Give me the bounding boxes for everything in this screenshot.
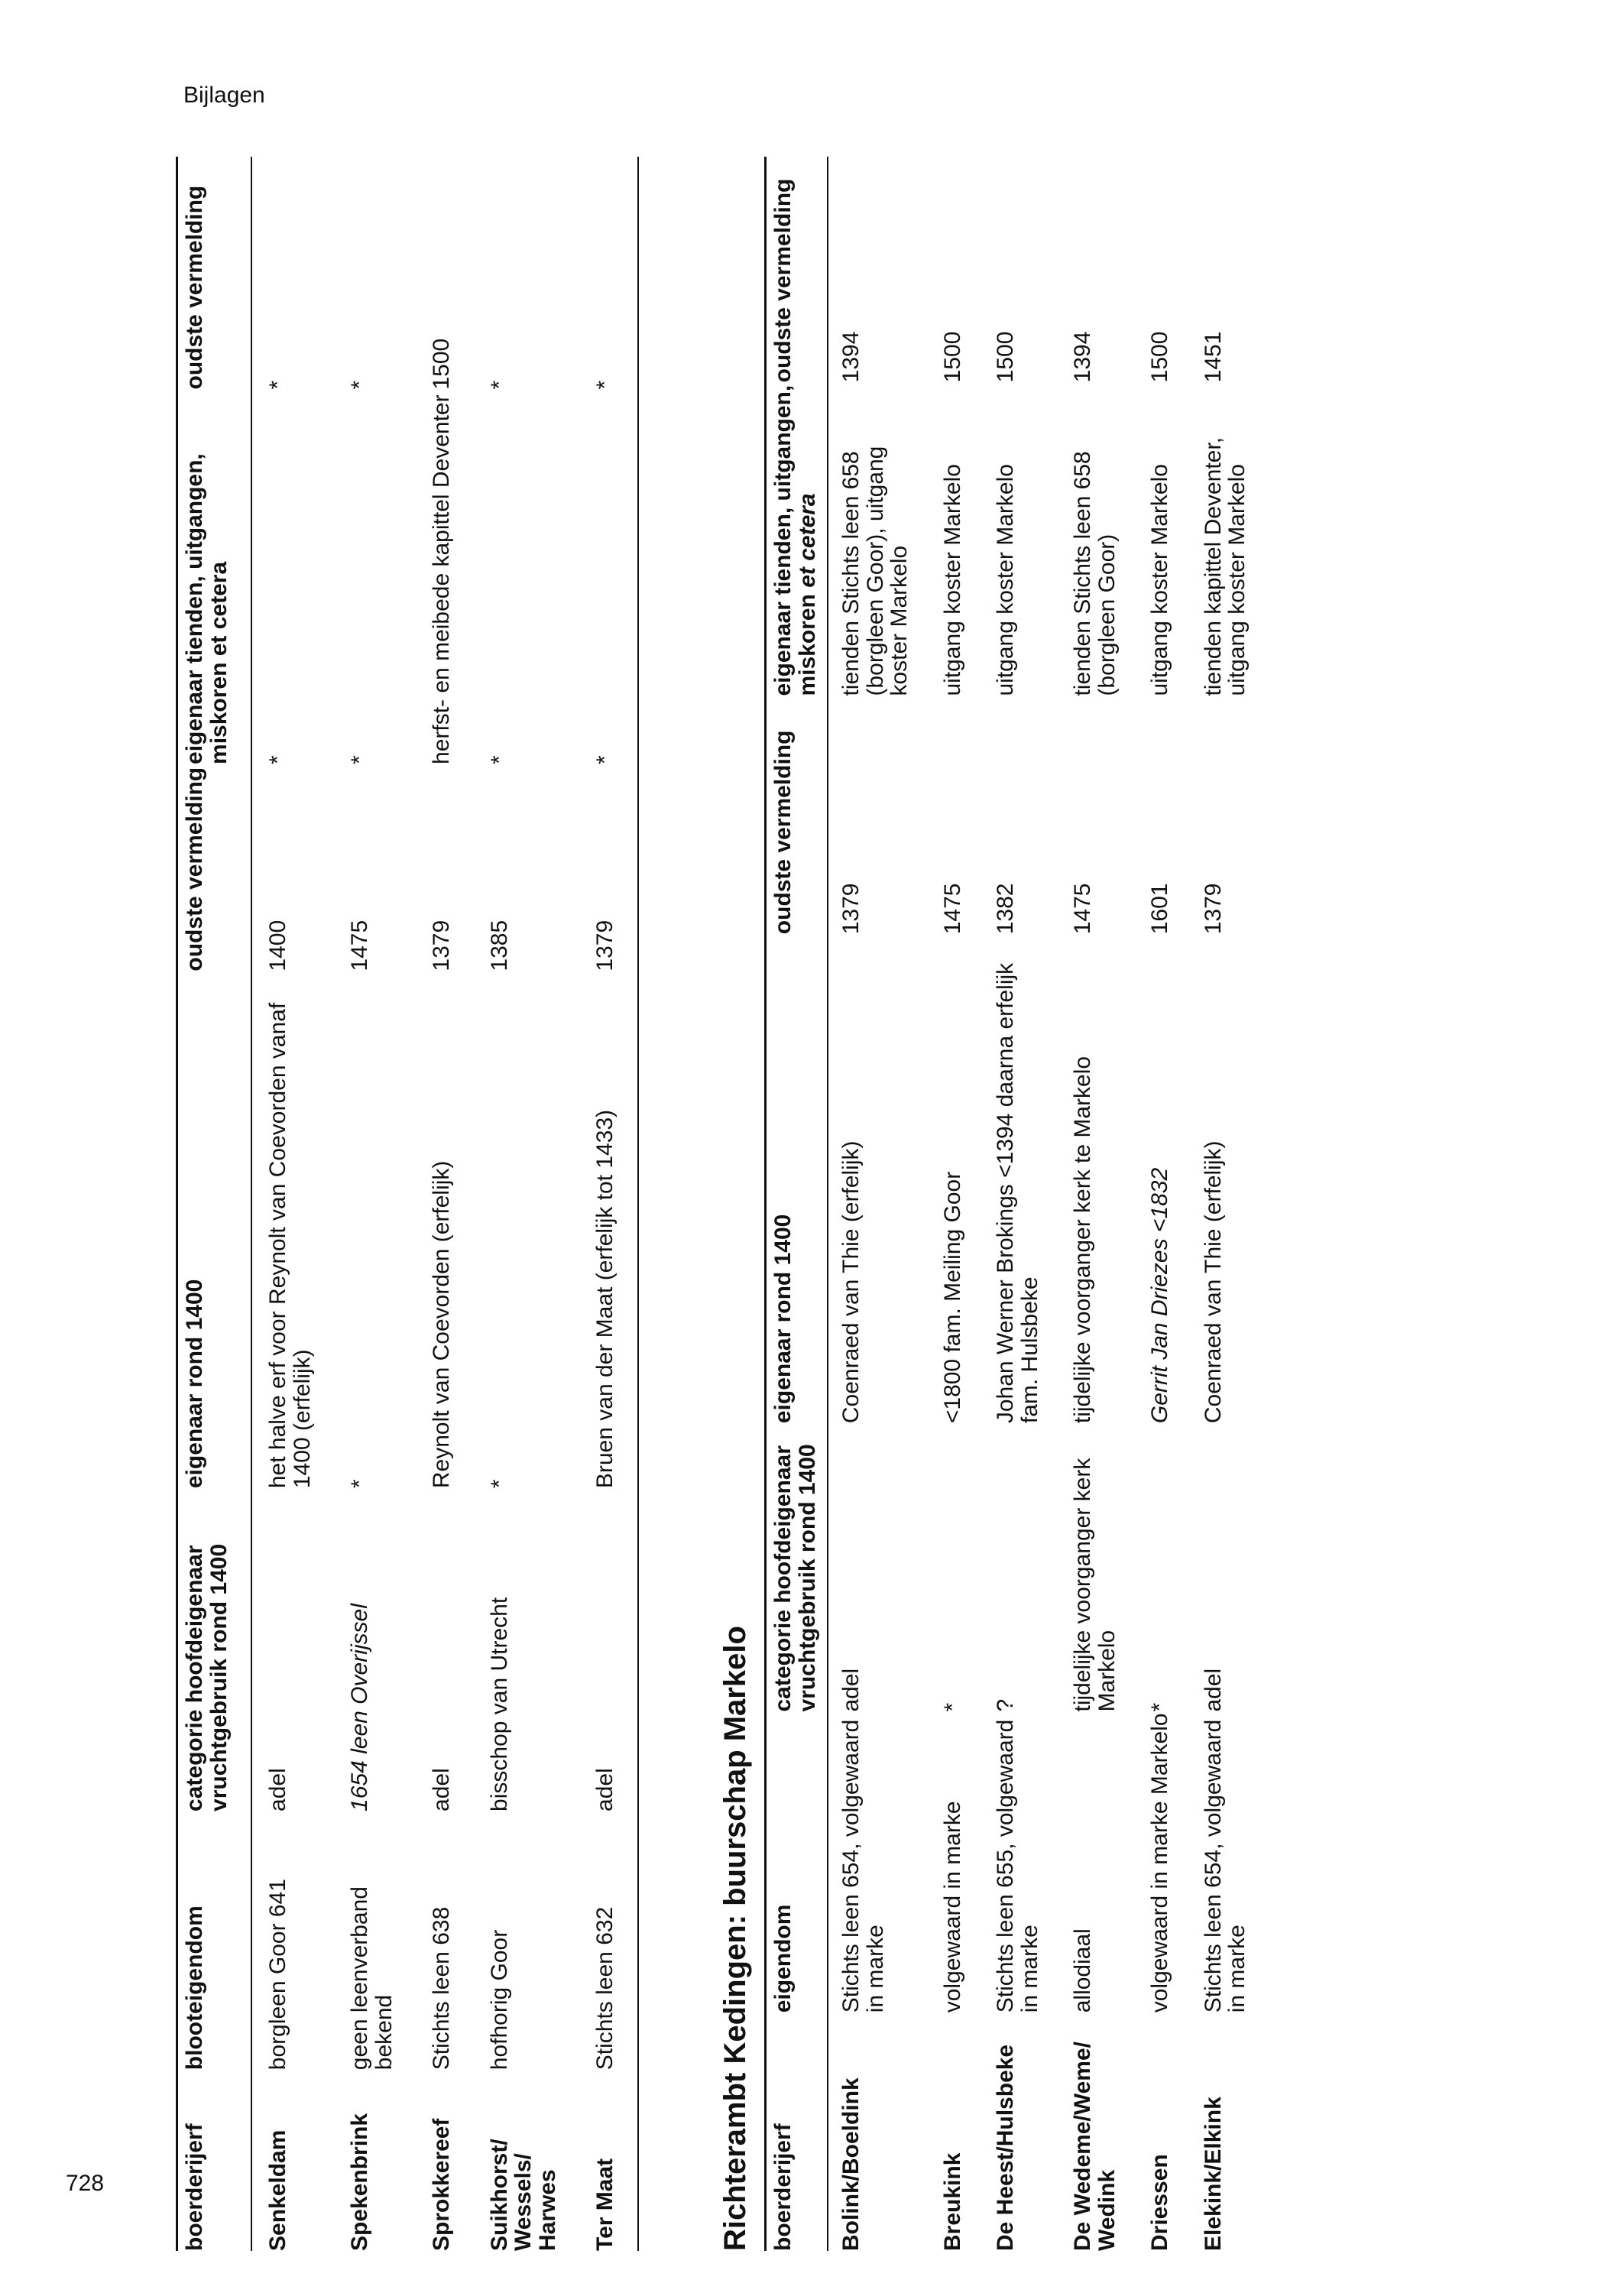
table-row <box>334 157 416 2251</box>
cell: 1451 <box>1200 331 1226 383</box>
cell-farm: De Wedeme/Weme/ Wedink <box>1070 2042 1120 2251</box>
col-header-oudste-vermelding-2: oudste vermelding <box>770 178 796 383</box>
cell: Stichts leen 638 <box>429 1906 454 2071</box>
cell: 1475 <box>1070 883 1095 935</box>
table-row <box>1191 157 1268 2251</box>
cell: * <box>486 380 512 390</box>
cell: * <box>265 380 290 390</box>
rotated-content <box>176 157 1536 2251</box>
cell: herfst- en meibede kapittel Deventer <box>429 394 454 764</box>
page-number: 728 <box>66 2171 105 2196</box>
col-header-categorie: categorie hoofdeigenaar vruchtgebruik rond 1400 <box>182 1543 232 1811</box>
cell: Johan Werner Brokings <1394 daarna erfelijk fam. Hulsbeke <box>993 962 1042 1424</box>
col-header-oudste-vermelding: oudste vermelding <box>770 730 796 935</box>
cell: 1394 <box>838 331 864 383</box>
table-row <box>983 157 1060 2251</box>
col-header-boerderijerf: boerderijerf <box>770 2123 796 2251</box>
cell: 1379 <box>1200 883 1226 935</box>
table-row <box>1060 157 1137 2251</box>
cell-farm: Senkeldam <box>265 2129 290 2251</box>
italic-cell-text: 1654 leen Overijssel <box>347 1604 372 1811</box>
cell: Coenraed van Thie (erfelijk) <box>838 1140 864 1424</box>
cell: tienden Stichts leen 658 (borgleen Goor) <box>1070 451 1120 696</box>
col-header-eigenaar: eigenaar rond 1400 <box>770 1214 796 1424</box>
cell-farm: Sprokkereef <box>429 2118 454 2251</box>
cell: uitgang koster Markelo <box>939 464 965 696</box>
cell: 1601 <box>1147 883 1172 935</box>
table-row <box>474 157 580 2251</box>
cell: 1500 <box>939 331 965 383</box>
cell: 1500 <box>429 338 454 390</box>
cell: * <box>347 380 372 390</box>
col-header-categorie: categorie hoofdeigenaar vruchtgebruik rond 1400 <box>770 1444 820 1712</box>
cell: 1394 <box>1070 331 1095 383</box>
table-farmsteads-1 <box>176 157 639 2251</box>
cell: 1400 <box>265 919 290 971</box>
cell: Reynolt van Coevorden (erfelijk) <box>429 1160 454 1489</box>
cell: * <box>592 380 618 390</box>
col-header-italic-text: et cetera <box>794 493 820 588</box>
cell: 1379 <box>429 919 454 971</box>
cell: borgleen Goor 641 <box>265 1879 290 2071</box>
cell: Bruen van der Maat (erfelijk tot 1433) <box>592 1109 618 1489</box>
col-header-eigenaar-tienden <box>766 382 828 696</box>
cell-farm: Ter Maat <box>592 2158 618 2251</box>
italic-cell-text: Gerrit Jan Driezes <1832 <box>1147 1167 1172 1424</box>
col-header-eigenaar-tienden: eigenaar tienden, uitgangen, miskoren et cetera <box>182 453 232 764</box>
cell <box>334 1488 416 1811</box>
table-row <box>828 157 930 2251</box>
col-header-boerderijerf: boerderijerf <box>182 2123 207 2251</box>
col-header-eigendom: eigendom <box>770 1904 796 2013</box>
cell-farm: Elekink/Elkink <box>1200 2097 1226 2251</box>
cell: adel <box>265 1768 290 1811</box>
cell: allodiaal <box>1070 1928 1095 2013</box>
cell: <1800 fam. Meiling Goor <box>939 1171 965 1424</box>
section-caption: Richterambt Kedingen: buurschap Markelo <box>718 1626 752 2251</box>
cell: tijdelijke voorganger kerk Markelo <box>1070 1458 1120 1712</box>
cell: * <box>347 755 372 764</box>
cell: hofhorig Goor <box>486 1929 512 2071</box>
cell: 1475 <box>347 919 372 971</box>
table-row <box>251 157 334 2251</box>
cell: Coenraed van Thie (erfelijk) <box>1200 1140 1226 1424</box>
cell: * <box>486 755 512 764</box>
cell: 1379 <box>838 883 864 935</box>
cell: tienden Stichts leen 658 (borgleen Goor), uitgang koster Markelo <box>838 446 912 696</box>
cell: Stichts leen 632 <box>592 1906 618 2071</box>
cell: 1475 <box>939 883 965 935</box>
cell: Stichts leen 655, volgewaard in marke <box>993 1719 1042 2013</box>
cell-farm: Driessen <box>1147 2154 1172 2251</box>
running-header: Bijlagen <box>183 83 265 108</box>
cell-farm: Bolink/Boeldink <box>838 2077 864 2251</box>
cell: uitgang koster Markelo <box>1147 464 1172 696</box>
cell: adel <box>592 1768 618 1811</box>
cell: volgewaard in marke Markelo <box>1147 1713 1172 2013</box>
table-farmsteads-markelo <box>764 157 1268 2251</box>
cell: * <box>265 755 290 764</box>
table-row <box>579 157 638 2251</box>
cell: uitgang koster Markelo <box>993 464 1018 696</box>
col-header-blooteigendom: blooteigendom <box>182 1905 207 2071</box>
table-row <box>930 157 984 2251</box>
cell: 1385 <box>486 919 512 971</box>
cell: tijdelijke voorganger kerk te Markelo <box>1070 1056 1095 1424</box>
cell-farm: Spekenbrink <box>347 2113 372 2251</box>
cell: Stichts leen 654, volgewaard in marke <box>1200 1719 1250 2013</box>
table-header-row <box>766 157 828 2251</box>
cell: 1500 <box>993 331 1018 383</box>
cell-farm: Breukink <box>939 2152 965 2251</box>
cell: * <box>592 755 618 764</box>
cell: het halve erf voor Reynolt van Coevorden vanaf 1400 (erfelijk) <box>265 1002 315 1489</box>
cell: * <box>1147 1702 1172 1712</box>
col-header-oudste-vermelding-2: oudste vermelding <box>182 185 207 390</box>
col-header-eigenaar: eigenaar rond 1400 <box>182 1279 207 1489</box>
cell: Stichts leen 654, volgewaard in marke <box>838 1719 888 2013</box>
col-header-text: eigenaar tienden, uitgangen, miskoren <box>770 384 820 696</box>
cell: tienden kapittel Deventer, uitgang koster Markelo <box>1200 436 1250 696</box>
table-row <box>416 157 474 2251</box>
cell-farm: De Heest/Hulsbeke <box>993 2044 1018 2251</box>
cell: volgewaard in marke <box>939 1801 965 2013</box>
cell: 1500 <box>1147 331 1172 383</box>
cell: * <box>486 1479 512 1489</box>
cell: adel <box>429 1768 454 1811</box>
table-row <box>1137 157 1191 2251</box>
cell-farm: Suikhorst/ Wessels/ Harwes <box>486 2139 560 2251</box>
cell: 1379 <box>592 919 618 971</box>
cell: * <box>347 1479 372 1489</box>
cell: adel <box>1200 1668 1226 1712</box>
cell: adel <box>838 1668 864 1712</box>
col-header-oudste-vermelding: oudste vermelding <box>182 767 207 971</box>
cell: bisschop van Utrecht <box>486 1597 512 1811</box>
cell: geen leenverband bekend <box>347 1886 397 2071</box>
cell: ? <box>993 1698 1018 1712</box>
table-header-row <box>177 157 252 2251</box>
cell <box>1137 934 1191 1423</box>
cell: * <box>939 1702 965 1712</box>
cell: 1382 <box>993 883 1018 935</box>
